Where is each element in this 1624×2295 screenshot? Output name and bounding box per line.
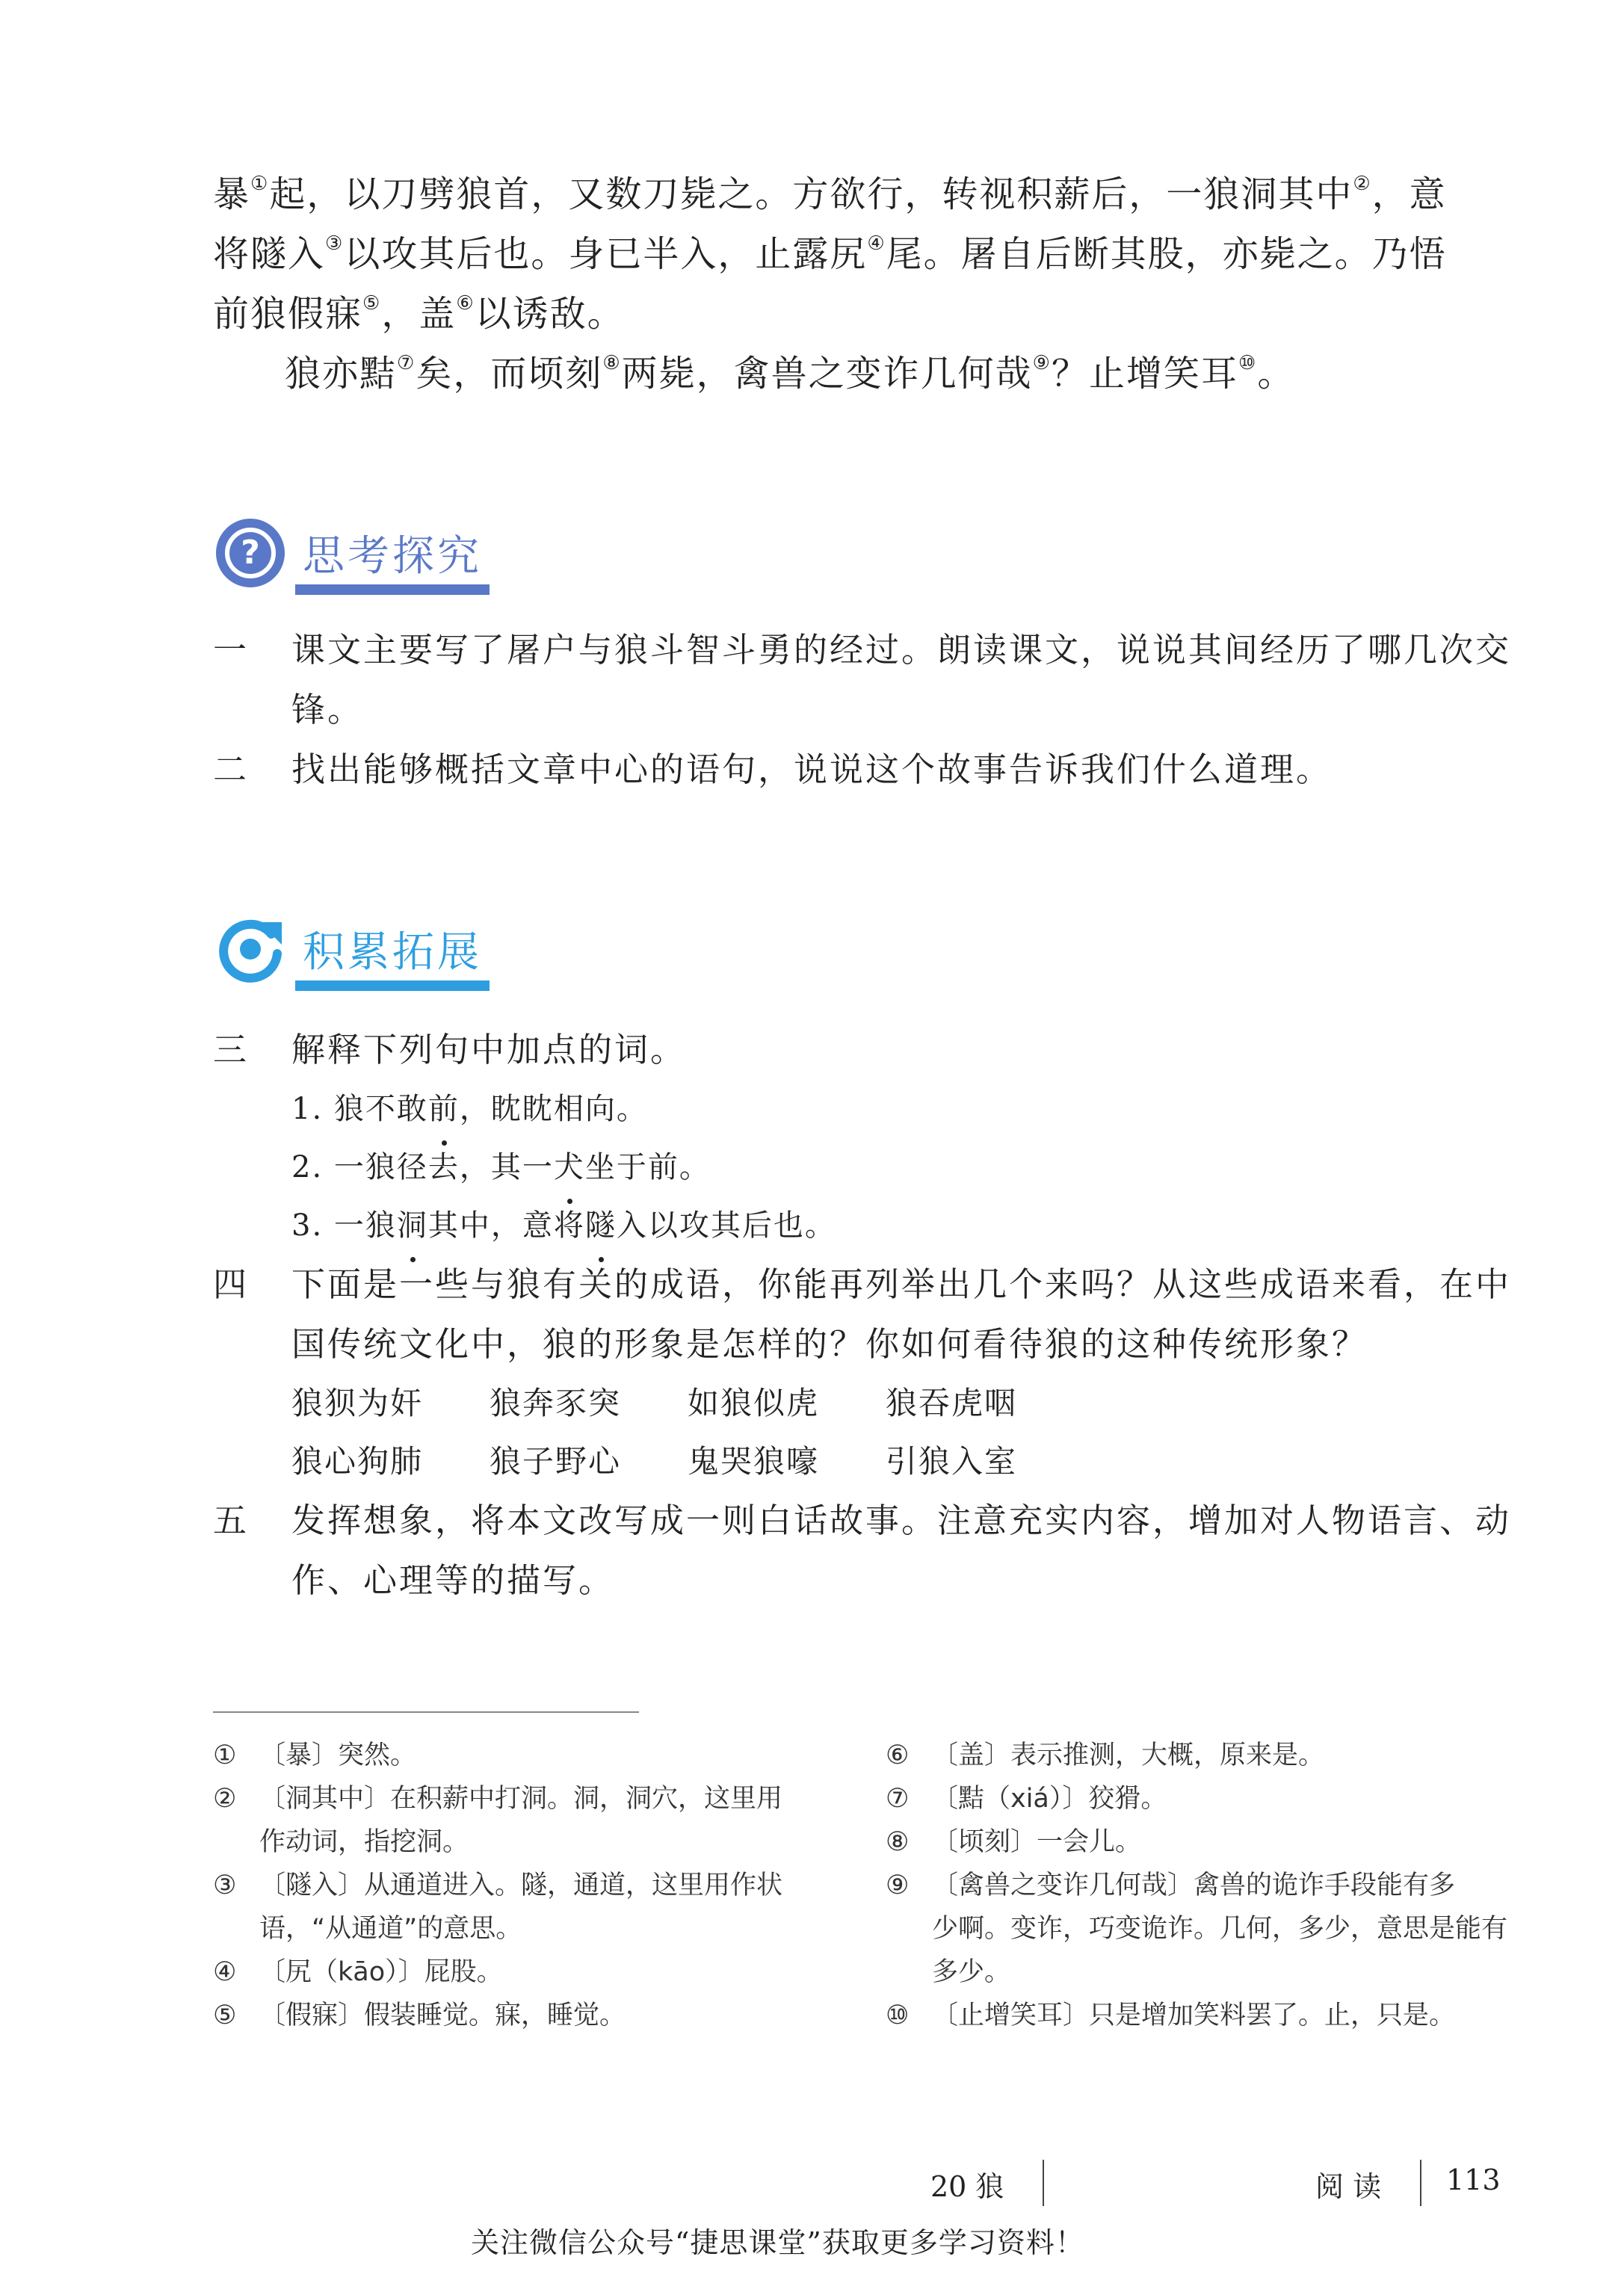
footer-divider-1	[1043, 2160, 1044, 2206]
passage-line-1: 暴①起，以刀劈狼首，又数刀毙之。方欲行，转视积薪后，一狼洞其中②，意	[213, 173, 1447, 215]
section-header-think	[213, 516, 482, 590]
footnote: ⑨ 〔禽兽之变诈几何哉〕禽兽的诡诈手段能有多 少啊。变诈，巧变诡诈。几何，多少，意思是能有多少。	[886, 1871, 1508, 1987]
idiom: 狼奔豕突	[490, 1385, 622, 1421]
footnote: ⑩ 〔止增笑耳〕只是增加笑料罢了。止，只是。	[886, 2001, 1456, 2030]
question-1: 一 课文主要写了屠户与狼斗智斗勇的经过。朗读课文，说说其间经历了哪几次交锋。	[213, 630, 1512, 729]
footnote: ⑤ 〔假寐〕假装睡觉。寐，睡觉。	[213, 2001, 626, 2030]
passage	[213, 164, 1506, 404]
idiom: 狼子野心	[490, 1443, 622, 1480]
footer-unit: 阅 读	[1315, 2170, 1382, 2203]
section-title-extend: 积累拓展	[303, 919, 482, 979]
idiom: 引狼入室	[886, 1443, 1018, 1480]
footnote: ⑦ 〔黠（xiá）〕狡猾。	[886, 1784, 1167, 1814]
footnotes-left	[213, 1734, 841, 2037]
q3-item-3: 3. 一狼洞其中，意将隧入以攻其后也。	[291, 1196, 1517, 1255]
idiom: 如狼似虎	[688, 1385, 820, 1421]
section-title-think: 思考探究	[303, 523, 482, 583]
footer-divider-2	[1420, 2160, 1421, 2206]
q3-item-1: 1. 狼不敢前，眈眈相向。	[291, 1080, 1517, 1138]
question-3: 三 解释下列句中加点的词。	[213, 1030, 687, 1069]
page-number: 113	[1446, 2163, 1501, 2196]
footnote-divider	[213, 1711, 639, 1713]
footer-lesson: 20 狼	[930, 2170, 1004, 2203]
passage-line-4: 狼亦黠⑦矣，而顷刻⑧两毙，禽兽之变诈几何哉⑨？止增笑耳⑩。	[285, 352, 1295, 395]
passage-line-3: 前狼假寐⑤，盖⑥以诱敌。	[213, 292, 625, 335]
footnote: ④ 〔尻（kāo）〕屁股。	[213, 1957, 503, 1987]
idiom: 鬼哭狼嚎	[688, 1443, 820, 1480]
idiom: 狼吞虎咽	[886, 1385, 1018, 1421]
footnote: ① 〔暴〕突然。	[213, 1740, 417, 1770]
footnote: ⑧ 〔顷刻〕一会儿。	[886, 1827, 1142, 1857]
footer-promo: 关注微信公众号“捷思课堂”获取更多学习资料！	[471, 2226, 1084, 2259]
footnote: ② 〔洞其中〕在积薪中打洞。洞，洞穴，这里用 作动词，指挖洞。	[213, 1784, 783, 1857]
question-icon	[213, 516, 288, 590]
question-2: 二 找出能够概括文章中心的语句，说说这个故事告诉我们什么道理。	[213, 750, 1333, 789]
section-header-extend	[213, 912, 482, 986]
refresh-arrow-icon	[213, 912, 288, 986]
svg-text:?: ?	[241, 534, 260, 572]
idiom-grid	[291, 1374, 1517, 1491]
section-extend-questions	[213, 1020, 1517, 1610]
section-think-questions	[213, 620, 1517, 800]
q3-item-2: 2. 一狼径去，其一犬坐于前。	[291, 1138, 1517, 1196]
question-5: 五 发挥想象，将本文改写成一则白话故事。注意充实内容，增加对人物语言、动作、心理等的描写。	[213, 1501, 1512, 1600]
idiom: 狼狈为奸	[291, 1385, 424, 1421]
question-3-items	[213, 1080, 1517, 1255]
footnote: ⑥ 〔盖〕表示推测，大概，原来是。	[886, 1740, 1325, 1770]
question-4: 四 下面是一些与狼有关的成语，你能再列举出几个来吗？从这些成语来看，在中国传统文化中，狼的形象是怎样的？你如何看待狼的这种传统形象？	[213, 1264, 1512, 1364]
passage-line-2: 将隧入③以攻其后也。身已半入，止露尻④尾。屠自后断其股，亦毙之。乃悟	[213, 232, 1447, 275]
footnotes-right	[886, 1734, 1513, 2037]
idiom: 狼心狗肺	[291, 1443, 424, 1480]
footnote: ③ 〔隧入〕从通道进入。隧，通道，这里用作状 语，“从通道”的意思。	[213, 1871, 783, 1944]
